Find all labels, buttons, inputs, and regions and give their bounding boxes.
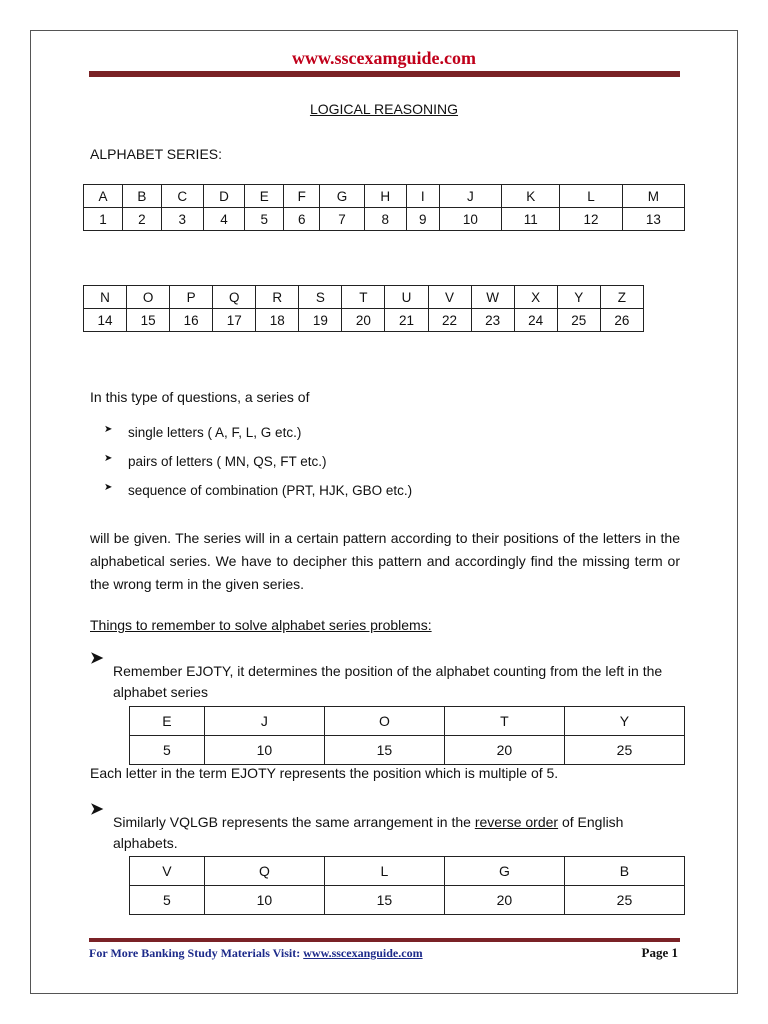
table-cell: Q	[213, 286, 256, 309]
table-cell: T	[342, 286, 385, 309]
description-paragraph: will be given. The series will in a certain pattern according to their positions of the letters in the alphabetical series. We have to decipher this pattern and accordingly find the missing term or the wrong term in the given series.	[90, 530, 680, 592]
letters-row	[84, 286, 644, 309]
table-cell: L	[324, 857, 444, 886]
page-number: Page 1	[641, 945, 678, 960]
site-header[interactable]: www.sscexamguide.com	[292, 48, 476, 68]
table-cell: X	[514, 286, 557, 309]
table-cell: 22	[428, 309, 471, 332]
table-cell: M	[622, 185, 684, 208]
page-title: LOGICAL REASONING	[309, 101, 459, 117]
table-cell: V	[130, 857, 205, 886]
table-cell: P	[170, 286, 213, 309]
ejoty-note: Each letter in the term EJOTY represents the position which is multiple of 5.	[90, 765, 559, 781]
table-cell: Q	[204, 857, 324, 886]
table-cell: 26	[600, 309, 643, 332]
alphabet-table-n-z	[83, 285, 644, 332]
table-cell: 2	[122, 208, 161, 231]
arrow-bullet-icon: ➤	[104, 424, 113, 435]
table-cell: 20	[444, 886, 564, 915]
positions-row	[84, 309, 644, 332]
table-cell: E	[245, 185, 284, 208]
table-cell: 5	[130, 736, 205, 765]
ejoty-table	[129, 706, 685, 765]
table-cell: L	[560, 185, 622, 208]
table-cell: 20	[342, 309, 385, 332]
table-cell: 25	[557, 309, 600, 332]
table-cell: W	[471, 286, 514, 309]
table-cell: 4	[203, 208, 245, 231]
table-cell: G	[444, 857, 564, 886]
table-cell: 14	[84, 309, 127, 332]
table-cell: V	[428, 286, 471, 309]
table-cell: 19	[299, 309, 342, 332]
section-subtitle: ALPHABET SERIES:	[90, 146, 223, 162]
table-cell: 20	[444, 736, 564, 765]
table-cell: I	[406, 185, 439, 208]
table-cell: B	[122, 185, 161, 208]
list-item: ➤ pairs of letters ( MN, QS, FT etc.)	[104, 450, 412, 479]
footer-rule	[89, 938, 680, 942]
positions-row	[130, 736, 685, 765]
footer-note: For More Banking Study Materials Visit: www.sscexanguide.com	[89, 946, 423, 960]
table-cell: 12	[560, 208, 622, 231]
table-cell: 8	[364, 208, 406, 231]
table-cell: 5	[130, 886, 205, 915]
table-cell: 13	[622, 208, 684, 231]
table-cell: 9	[406, 208, 439, 231]
vqlgb-point: Similarly VQLGB represents the same arrangement in the reverse order of English alphabets.	[113, 814, 624, 851]
table-cell: K	[502, 185, 560, 208]
table-cell: R	[256, 286, 299, 309]
table-cell: 15	[324, 736, 444, 765]
list-item: ➤ sequence of combination (PRT, HJK, GBO etc.)	[104, 479, 412, 508]
table-cell: J	[439, 185, 501, 208]
letters-row	[130, 857, 685, 886]
table-cell: 24	[514, 309, 557, 332]
header-rule	[89, 71, 680, 77]
table-cell: 25	[564, 886, 684, 915]
table-cell: E	[130, 707, 205, 736]
table-cell: 21	[385, 309, 428, 332]
table-cell: J	[204, 707, 324, 736]
table-cell: 7	[320, 208, 365, 231]
letters-row	[130, 707, 685, 736]
table-cell: 16	[170, 309, 213, 332]
table-cell: B	[564, 857, 684, 886]
arrow-bullet-icon: ➤	[90, 650, 104, 667]
table-cell: 15	[127, 309, 170, 332]
table-cell: U	[385, 286, 428, 309]
vqlgb-table	[129, 856, 685, 915]
table-cell: 18	[256, 309, 299, 332]
positions-row	[84, 208, 685, 231]
table-cell: Y	[564, 707, 684, 736]
table-cell: 10	[439, 208, 501, 231]
intro-text: In this type of questions, a series of	[90, 389, 310, 405]
table-cell: 1	[84, 208, 123, 231]
table-cell: C	[161, 185, 203, 208]
table-cell: 15	[324, 886, 444, 915]
table-cell: S	[299, 286, 342, 309]
table-cell: 11	[502, 208, 560, 231]
table-cell: N	[84, 286, 127, 309]
positions-row	[130, 886, 685, 915]
list-item: ➤ single letters ( A, F, L, G etc.)	[104, 421, 412, 450]
table-cell: 17	[213, 309, 256, 332]
footer-link[interactable]: www.sscexanguide.com	[303, 946, 423, 960]
bullet-list	[104, 421, 412, 508]
table-cell: F	[284, 185, 320, 208]
table-cell: T	[444, 707, 564, 736]
table-cell: 6	[284, 208, 320, 231]
remember-heading: Things to remember to solve alphabet series problems:	[90, 617, 432, 633]
table-cell: 10	[204, 886, 324, 915]
table-cell: A	[84, 185, 123, 208]
table-cell: H	[364, 185, 406, 208]
table-cell: O	[324, 707, 444, 736]
table-cell: 10	[204, 736, 324, 765]
table-cell: G	[320, 185, 365, 208]
table-cell: 3	[161, 208, 203, 231]
table-cell: O	[127, 286, 170, 309]
ejoty-point: Remember EJOTY, it determines the position of the alphabet counting from the left in the alphabet series	[113, 663, 663, 700]
table-cell: D	[203, 185, 245, 208]
table-cell: 23	[471, 309, 514, 332]
arrow-bullet-icon: ➤	[104, 482, 113, 493]
table-cell: Z	[600, 286, 643, 309]
alphabet-table-a-m	[83, 184, 685, 231]
table-cell: 25	[564, 736, 684, 765]
table-cell: 5	[245, 208, 284, 231]
letters-row	[84, 185, 685, 208]
arrow-bullet-icon: ➤	[90, 801, 104, 818]
table-cell: Y	[557, 286, 600, 309]
arrow-bullet-icon: ➤	[104, 453, 113, 464]
